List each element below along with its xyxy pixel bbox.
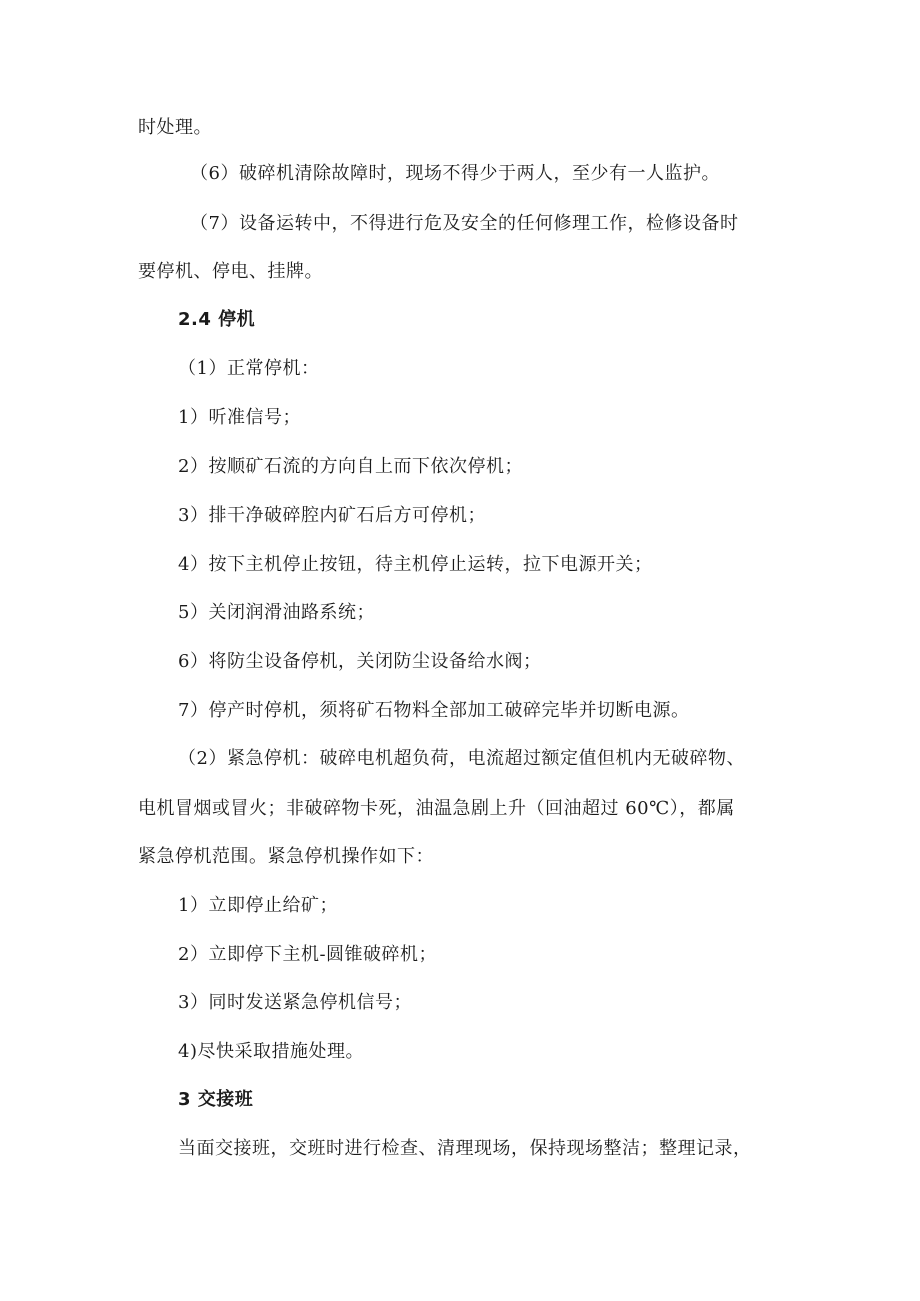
paragraph-line: 时处理。 [138, 117, 212, 138]
paragraph-line: 要停机、停电、挂牌。 [138, 261, 323, 282]
paragraph-line: （6）破碎机清除故障时，现场不得少于两人，至少有一人监护。 [190, 163, 720, 184]
list-item: 7）停产时停机，须将矿石物料全部加工破碎完毕并切断电源。 [178, 700, 690, 721]
paragraph-line: （2）紧急停机：破碎电机超负荷，电流超过额定值但机内无破碎物、 [178, 748, 745, 769]
list-item: 5）关闭润滑油路系统； [178, 602, 375, 623]
list-item: 4）按下主机停止按钮，待主机停止运转，拉下电源开关； [178, 554, 653, 575]
paragraph-line: （1）正常停机： [178, 358, 320, 379]
section-heading: 2.4 停机 [178, 309, 256, 330]
list-item: 2）按顺矿石流的方向自上而下依次停机； [178, 456, 523, 477]
list-item: 1）听准信号； [178, 407, 301, 428]
paragraph-line: 当面交接班，交班时进行检查、清理现场，保持现场整洁；整理记录， [178, 1138, 752, 1159]
paragraph-line: 电机冒烟或冒火；非破碎物卡死，油温急剧上升（回油超过 60℃），都属 [138, 798, 735, 819]
list-item: 1）立即停止给矿； [178, 895, 338, 916]
paragraph-line: 紧急停机范围。紧急停机操作如下： [138, 846, 434, 867]
list-item: 3）排干净破碎腔内矿石后方可停机； [178, 505, 486, 526]
list-item: 3）同时发送紧急停机信号； [178, 992, 412, 1013]
list-item: 2）立即停下主机-圆锥破碎机； [178, 944, 438, 965]
list-item: 6）将防尘设备停机，关闭防尘设备给水阀； [178, 651, 542, 672]
paragraph-line: （7）设备运转中，不得进行危及安全的任何修理工作，检修设备时 [190, 213, 739, 234]
section-heading: 3 交接班 [178, 1089, 254, 1110]
list-item: 4)尽快采取措施处理。 [178, 1041, 364, 1062]
